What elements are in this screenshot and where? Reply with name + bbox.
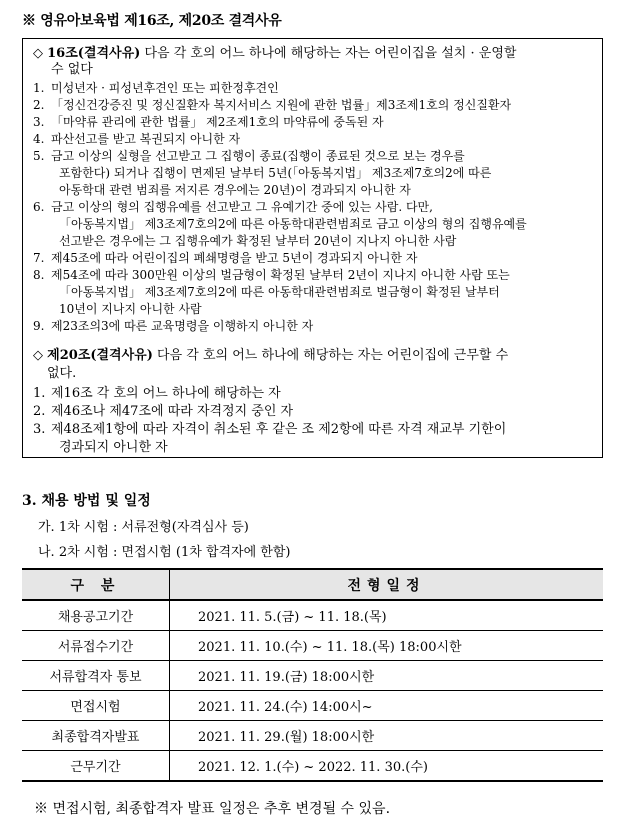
article16-intro: 다음 각 호의 어느 하나에 해당하는 자는 어린이집을 설치 · 운영할 [144,46,517,61]
schedule-label: 최종합격자발표 [22,721,170,751]
list-item-text: 「정신건강증진 및 정신질환자 복지서비스 지원에 관한 법률」제3조제1호의 정신질환자 [51,98,512,112]
schedule-header-label: 구 분 [22,569,170,600]
list-item-text: 「아동복지법」 제3조제7호의2에 따른 아동학대관련범죄로 벌금형이 확정된 날부터 [59,285,500,299]
list-item-number: 3. [33,422,46,437]
list-item-text: 경과되지 아니한 자 [59,440,168,455]
list-item [33,80,593,97]
table-row [22,600,603,631]
schedule-label: 서류접수기간 [22,631,170,661]
step2-text: 나. 2차 시험 : 면접시험 (1차 합격자에 한함) [38,545,291,560]
list-item [33,267,593,318]
list-item-text: 제16조 각 호의 어느 하나에 해당하는 자 [51,386,281,401]
list-item-number: 7. [33,251,45,265]
diamond-icon: ◇ [33,348,43,363]
schedule-table [22,568,603,782]
list-item [33,250,593,267]
list-item [33,114,593,131]
article16-items [33,80,593,335]
article20-items [33,385,593,457]
schedule-value: 2021. 11. 10.(수) ~ 11. 18.(목) 18:00시한 [170,631,604,661]
schedule-value: 2021. 12. 1.(수) ~ 2022. 11. 30.(수) [170,751,604,782]
table-row [22,631,603,661]
list-item-text: 금고 이상의 형의 집행유예를 선고받고 그 유예기간 중에 있는 사람. 다만, [51,200,433,214]
table-row [22,751,603,782]
article20-title: 제20조(결격사유) [47,348,153,363]
list-item-number: 9. [33,319,45,333]
list-item-text: 제54조에 따라 300만원 이상의 벌금형이 확정된 날부터 2년이 지나지 아니한 사람 또는 [51,268,510,282]
list-item [33,97,593,114]
article16-title: 16조(결격사유) [47,46,141,61]
schedule-label: 서류합격자 통보 [22,661,170,691]
list-item [33,403,593,421]
list-item-text: 선고받은 경우에는 그 집행유예가 확정된 날부터 20년이 지나지 아니한 사람 [59,234,457,248]
schedule-header-value: 전형일정 [170,569,604,600]
list-item-number: 5. [33,149,45,163]
list-item [33,318,593,335]
diamond-icon: ◇ [33,46,43,61]
article20-intro: 다음 각 호의 어느 하나에 해당하는 자는 어린이집에 근무할 수 [157,348,509,363]
article20-intro2: 없다. [47,366,77,381]
article16-intro2: 수 없다 [51,62,93,77]
list-item-text: 제23조의3에 따른 교육명령을 이행하지 아니한 자 [51,319,314,333]
list-item-number: 1. [33,81,45,95]
list-item-text: 미성년자 · 피성년후견인 또는 피한정후견인 [51,81,279,95]
list-item-number: 2. [33,404,46,419]
list-item [33,199,593,250]
list-item-number: 2. [33,98,45,112]
list-item [33,385,593,403]
schedule-label: 근무기간 [22,751,170,782]
list-item-text: 「아동복지법」 제3조제7호의2에 따른 아동학대관련범죄로 금고 이상의 형의 집행유예를 [59,217,527,231]
list-item-number: 6. [33,200,45,214]
list-item [33,148,593,199]
schedule-value: 2021. 11. 5.(금) ~ 11. 18.(목) [170,600,604,631]
table-row [22,721,603,751]
list-item-text: 파산선고를 받고 복권되지 아니한 자 [51,132,241,146]
list-item-text: 제48조제1항에 따라 자격이 취소된 후 같은 조 제2항에 따른 자격 재교부 기한이 [51,422,507,437]
list-item-text: 「마약류 관리에 관한 법률」 제2조제1호의 마약류에 중독된 자 [51,115,384,129]
list-item-text: 제46조나 제47조에 따라 자격정지 중인 자 [51,404,294,419]
schedule-note: ※ 면접시험, 최종합격자 발표 일정은 추후 변경될 수 있음. [34,801,391,817]
disqualification-box [22,38,603,458]
list-item-text: 10년이 지나지 아니한 사람 [59,302,202,316]
schedule-label: 면접시험 [22,691,170,721]
list-item-number: 3. [33,115,45,129]
list-item [33,131,593,148]
schedule-value: 2021. 11. 29.(월) 18:00시한 [170,721,604,751]
schedule-value: 2021. 11. 19.(금) 18:00시한 [170,661,604,691]
list-item-number: 8. [33,268,45,282]
list-item [33,421,593,457]
disqualification-heading: ※ 영유아보육법 제16조, 제20조 결격사유 [22,13,282,29]
list-item-text: 아동학대 관련 범죄를 저지른 경우에는 20년)이 경과되지 아니한 자 [59,183,411,197]
list-item-number: 1. [33,386,46,401]
schedule-header-row [22,569,603,600]
section3-title: 3. 채용 방법 및 일정 [22,493,151,509]
list-item-number: 4. [33,132,45,146]
list-item-text: 제45조에 따라 어린이집의 폐쇄명령을 받고 5년이 경과되지 아니한 자 [51,251,418,265]
article20-title-line [33,347,593,365]
schedule-label: 채용공고기간 [22,600,170,631]
list-item-text: 포함한다) 되거나 집행이 면제된 날부터 5년(「아동복지법」 제3조제7호의2에 따른 [59,166,492,180]
table-row [22,661,603,691]
schedule-value: 2021. 11. 24.(수) 14:00시~ [170,691,604,721]
table-row [22,691,603,721]
step1-text: 가. 1차 시험 : 서류전형(자격심사 등) [38,520,249,535]
list-item-text: 금고 이상의 실형을 선고받고 그 집행이 종료(집행이 종료된 것으로 보는 경우를 [51,149,465,163]
